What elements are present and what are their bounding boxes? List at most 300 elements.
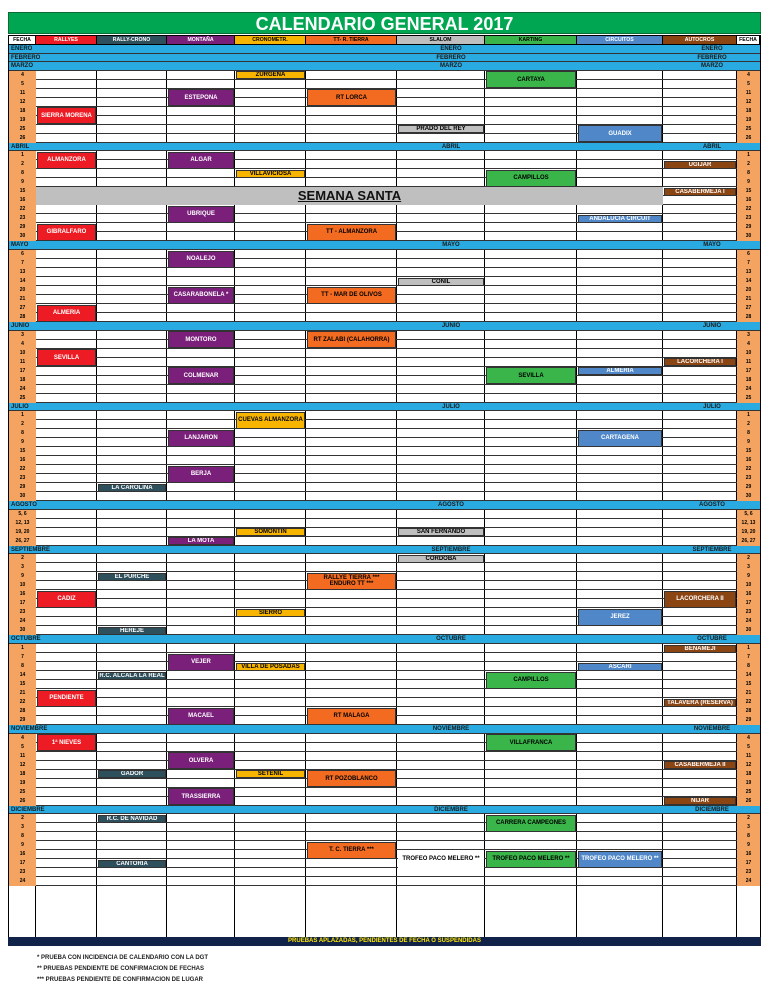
event-montana[interactable]: LA MOTA bbox=[168, 537, 234, 545]
event-slalom[interactable]: SAN FERNANDO bbox=[398, 528, 484, 536]
event-cronometr[interactable]: ZURGENA bbox=[236, 71, 305, 79]
day-label: 11 bbox=[9, 89, 36, 98]
column-header-tt: TT- R. TIERRA bbox=[306, 36, 397, 45]
day-label: 30 bbox=[9, 232, 36, 241]
day-label: 21 bbox=[737, 295, 760, 304]
event-tt[interactable]: TT - ALMANZORA bbox=[307, 224, 396, 241]
month-label: MARZO bbox=[701, 63, 723, 70]
month-label: JUNIO bbox=[702, 323, 722, 329]
day-label: 17 bbox=[737, 859, 760, 868]
event-rallyes[interactable]: SEVILLA bbox=[37, 349, 96, 366]
day-label: 28 bbox=[9, 313, 36, 322]
day-label: 11 bbox=[737, 89, 760, 98]
day-row bbox=[9, 71, 760, 80]
day-label: 14 bbox=[737, 671, 760, 680]
month-row-octubre bbox=[9, 635, 760, 644]
day-label: 4 bbox=[737, 340, 760, 349]
column-header-slalom: SLALOM bbox=[397, 36, 485, 45]
day-label: 23 bbox=[9, 608, 36, 617]
day-label: 18 bbox=[9, 376, 36, 385]
day-label: 29 bbox=[9, 223, 36, 232]
month-row-marzo bbox=[9, 62, 760, 71]
day-label: 7 bbox=[737, 653, 760, 662]
month-label: ENERO bbox=[701, 46, 723, 52]
event-rallycrono[interactable]: EL PURCHE bbox=[98, 573, 166, 581]
day-label: 11 bbox=[737, 752, 760, 761]
day-row bbox=[9, 259, 760, 268]
month-row-enero bbox=[9, 45, 760, 54]
event-autocros[interactable]: BENAMEJI bbox=[664, 645, 736, 653]
day-row bbox=[9, 653, 760, 662]
day-label: 21 bbox=[737, 689, 760, 698]
day-row bbox=[9, 474, 760, 483]
event-cronometr[interactable]: SOMONTIN bbox=[236, 528, 305, 536]
day-label: 8 bbox=[9, 429, 36, 438]
month-label: JUNIO bbox=[11, 323, 30, 329]
day-label: 2 bbox=[9, 420, 36, 429]
day-label: 3 bbox=[737, 331, 760, 340]
event-circuitos[interactable]: JEREZ bbox=[578, 609, 662, 626]
event-rallycrono[interactable]: R.C. DE NAVIDAD bbox=[98, 815, 166, 823]
day-row bbox=[9, 385, 760, 394]
day-label: 19 bbox=[9, 116, 36, 125]
day-row bbox=[9, 205, 760, 214]
day-label: 1 bbox=[9, 644, 36, 653]
event-tt[interactable]: T. C. TIERRA *** bbox=[307, 842, 396, 859]
event-karting[interactable]: CARRERA CAMPEONES bbox=[486, 815, 576, 832]
month-label: ABRIL bbox=[702, 143, 722, 150]
day-row bbox=[9, 268, 760, 277]
day-label: 4 bbox=[9, 340, 36, 349]
day-label: 24 bbox=[9, 877, 36, 886]
day-label: 20 bbox=[737, 286, 760, 295]
month-label: JULIO bbox=[442, 403, 460, 410]
day-row bbox=[9, 797, 760, 806]
day-label: 5 bbox=[9, 80, 36, 89]
event-rallyes[interactable]: 1ª NIEVES bbox=[37, 734, 96, 751]
day-label: 6 bbox=[9, 250, 36, 259]
day-label: 29 bbox=[737, 223, 760, 232]
day-label: 4 bbox=[9, 71, 36, 80]
day-label: 10 bbox=[9, 581, 36, 590]
month-label: MARZO bbox=[440, 63, 462, 70]
day-label: 7 bbox=[9, 653, 36, 662]
day-label: 5, 6 bbox=[9, 510, 36, 519]
day-label: 17 bbox=[737, 367, 760, 376]
day-row bbox=[9, 394, 760, 403]
day-label: 24 bbox=[9, 617, 36, 626]
event-tt[interactable]: RT LORCA bbox=[307, 89, 396, 106]
day-label: 18 bbox=[737, 376, 760, 385]
day-label: 29 bbox=[737, 716, 760, 725]
month-label: JULIO bbox=[703, 403, 721, 410]
day-label: 29 bbox=[9, 716, 36, 725]
day-row bbox=[9, 510, 760, 519]
day-label: 30 bbox=[9, 626, 36, 635]
month-row-julio bbox=[9, 403, 760, 412]
day-label: 30 bbox=[737, 626, 760, 635]
day-label: 6 bbox=[737, 250, 760, 259]
day-row bbox=[9, 277, 760, 286]
month-label: ENERO bbox=[440, 46, 462, 52]
event-circuitos[interactable]: TROFEO PACO MELERO ** bbox=[578, 851, 662, 868]
event-rallycrono[interactable]: HEREJE bbox=[98, 627, 166, 635]
day-label: 3 bbox=[737, 563, 760, 572]
day-label: 8 bbox=[737, 832, 760, 841]
day-row bbox=[9, 563, 760, 572]
day-row bbox=[9, 528, 760, 537]
day-row bbox=[9, 304, 760, 313]
semana-santa-banner: SEMANA SANTA bbox=[36, 187, 663, 205]
month-label: NOVIEMBRE bbox=[693, 726, 731, 732]
month-row-agosto bbox=[9, 501, 760, 510]
day-label: 8 bbox=[737, 662, 760, 671]
day-label: 7 bbox=[737, 259, 760, 268]
event-label: RALLYE TIERRA *** bbox=[323, 575, 380, 582]
day-row bbox=[9, 116, 760, 125]
day-label: 2 bbox=[9, 554, 36, 563]
day-label: 9 bbox=[737, 572, 760, 581]
page-title: CALENDARIO GENERAL 2017 bbox=[8, 12, 761, 34]
day-row bbox=[9, 447, 760, 456]
day-label: 24 bbox=[737, 617, 760, 626]
day-row bbox=[9, 868, 760, 877]
day-label: 30 bbox=[737, 492, 760, 501]
event-autocros[interactable]: LACORCHERA I bbox=[664, 358, 736, 366]
day-label: 28 bbox=[737, 707, 760, 716]
event-rallyes[interactable]: ALMANZORA bbox=[37, 152, 96, 169]
day-label: 8 bbox=[737, 169, 760, 178]
day-label: 19 bbox=[737, 779, 760, 788]
event-autocros[interactable]: CASABERMEJA I bbox=[664, 188, 736, 196]
event-autocros[interactable]: NIJAR bbox=[664, 797, 736, 805]
event-cronometr[interactable]: SETENIL bbox=[236, 770, 305, 778]
event-cronometr[interactable]: CUEVAS ALMANZORA bbox=[236, 412, 305, 429]
month-label: DICIEMBRE bbox=[434, 806, 468, 813]
day-label: 16 bbox=[9, 590, 36, 599]
day-label: 9 bbox=[9, 572, 36, 581]
day-label: 29 bbox=[737, 483, 760, 492]
day-label: 12, 13 bbox=[9, 519, 36, 528]
day-row bbox=[9, 160, 760, 169]
event-montana[interactable]: BERJA bbox=[168, 466, 234, 483]
event-karting[interactable]: VILLAFRANCA bbox=[486, 734, 576, 751]
day-row bbox=[9, 376, 760, 385]
day-row bbox=[9, 465, 760, 474]
note-lugar: *** PRUEBAS PENDIENTE DE CONFIRMACION DE LUGAR bbox=[37, 977, 204, 983]
day-label: 10 bbox=[737, 349, 760, 358]
day-label: 16 bbox=[737, 196, 760, 205]
day-label: 21 bbox=[9, 295, 36, 304]
day-label: 25 bbox=[9, 788, 36, 797]
day-row bbox=[9, 761, 760, 770]
month-label: MAYO bbox=[703, 242, 721, 249]
day-label: 1 bbox=[9, 411, 36, 420]
day-label: 12 bbox=[9, 98, 36, 107]
event-circuitos[interactable]: ASCARI bbox=[578, 663, 662, 671]
event-slalom[interactable]: CONIL bbox=[398, 278, 484, 286]
day-label: 8 bbox=[9, 169, 36, 178]
event-rallycrono[interactable]: R.C. ALCALA LA REAL bbox=[99, 672, 165, 679]
day-label: 9 bbox=[737, 178, 760, 187]
day-label: 11 bbox=[9, 752, 36, 761]
day-label: 14 bbox=[737, 277, 760, 286]
event-autocros[interactable]: UGIJAR bbox=[664, 161, 736, 169]
day-label: 26 bbox=[737, 134, 760, 143]
day-row bbox=[9, 456, 760, 465]
day-label: 11 bbox=[737, 358, 760, 367]
day-label: 16 bbox=[9, 456, 36, 465]
event-rallyes[interactable]: ALMERIA bbox=[37, 305, 96, 322]
month-row-junio bbox=[9, 322, 760, 331]
day-label: 13 bbox=[737, 268, 760, 277]
event-tt[interactable]: TT - MAR DE OLIVOS bbox=[307, 287, 396, 304]
day-label: 29 bbox=[9, 483, 36, 492]
column-header-fecha2: FECHA bbox=[737, 36, 760, 45]
day-label: 28 bbox=[9, 707, 36, 716]
day-row bbox=[9, 178, 760, 187]
day-label: 20 bbox=[9, 286, 36, 295]
day-row bbox=[9, 788, 760, 797]
day-label: 14 bbox=[9, 277, 36, 286]
day-label: 3 bbox=[9, 563, 36, 572]
day-row bbox=[9, 698, 760, 707]
event-circuitos[interactable]: ALMERIA bbox=[578, 367, 662, 375]
day-row bbox=[9, 420, 760, 429]
column-header-cronometr: CRONOMETR. bbox=[235, 36, 306, 45]
day-label: 2 bbox=[737, 554, 760, 563]
event-montana[interactable]: ESTEPONA bbox=[168, 89, 234, 106]
day-label: 19 bbox=[737, 116, 760, 125]
day-label: 26, 27 bbox=[737, 537, 760, 546]
event-karting[interactable]: CAMPILLOS bbox=[486, 170, 576, 187]
day-label: 25 bbox=[737, 788, 760, 797]
day-row bbox=[9, 492, 760, 501]
event-cronometr[interactable]: VILLAVICIOSA bbox=[236, 170, 305, 178]
day-label: 28 bbox=[737, 313, 760, 322]
day-label: 8 bbox=[737, 429, 760, 438]
day-label: 3 bbox=[9, 331, 36, 340]
day-label: 2 bbox=[737, 160, 760, 169]
day-label: 10 bbox=[9, 349, 36, 358]
day-label: 26 bbox=[9, 134, 36, 143]
day-label: 16 bbox=[737, 850, 760, 859]
day-label: 2 bbox=[737, 420, 760, 429]
day-label: 15 bbox=[737, 187, 760, 196]
day-label: 12 bbox=[737, 761, 760, 770]
day-label: 23 bbox=[9, 474, 36, 483]
month-label: ABRIL bbox=[441, 143, 461, 150]
month-label: MAYO bbox=[442, 242, 460, 249]
day-label: 4 bbox=[737, 734, 760, 743]
day-label: 10 bbox=[737, 581, 760, 590]
day-label: 26 bbox=[9, 797, 36, 806]
day-row bbox=[9, 313, 760, 322]
day-label: 15 bbox=[9, 447, 36, 456]
day-label: 4 bbox=[737, 71, 760, 80]
event-montana[interactable]: COLMENAR bbox=[168, 367, 234, 384]
event-circuitos[interactable]: GUADIX bbox=[578, 125, 662, 142]
month-row-febrero bbox=[9, 54, 760, 63]
day-label: 23 bbox=[737, 608, 760, 617]
day-label: 7 bbox=[9, 259, 36, 268]
day-row bbox=[9, 823, 760, 832]
day-label: 26 bbox=[737, 797, 760, 806]
day-label: 12 bbox=[9, 761, 36, 770]
event-autocros[interactable]: CASABERMEJA II bbox=[664, 761, 736, 769]
event-rallyes[interactable]: SIERRA MORENA bbox=[37, 107, 96, 124]
column-header-karting: KARTING bbox=[485, 36, 577, 45]
day-label: 18 bbox=[9, 107, 36, 116]
event-montana[interactable]: NOALEJO bbox=[168, 251, 234, 268]
day-row bbox=[9, 411, 760, 420]
column-header-autocros: AUTOCROS bbox=[663, 36, 737, 45]
event-slalom[interactable]: CORDOBA bbox=[398, 555, 484, 563]
day-row bbox=[9, 169, 760, 178]
column-header-circuitos: CIRCUITOS bbox=[577, 36, 663, 45]
day-label: 27 bbox=[737, 304, 760, 313]
event-rallycrono[interactable]: LA CAROLINA bbox=[98, 484, 166, 492]
event-rallycrono[interactable]: CANTORIA bbox=[98, 860, 166, 868]
note-fechas: ** PRUEBAS PENDIENTE DE CONFIRMACION DE FECHAS bbox=[37, 966, 205, 972]
day-label: 22 bbox=[9, 205, 36, 214]
month-label: NOVIEMBRE bbox=[432, 726, 470, 732]
day-row bbox=[9, 734, 760, 743]
event-montana[interactable]: VEJER bbox=[168, 654, 234, 671]
month-label: SEPTIEMBRE bbox=[431, 546, 471, 553]
day-label: 15 bbox=[9, 187, 36, 196]
event-montana[interactable]: CASARABONELA * bbox=[168, 287, 234, 304]
event-tt[interactable] bbox=[307, 573, 396, 590]
month-row-abril bbox=[9, 143, 760, 152]
day-label: 1 bbox=[9, 151, 36, 160]
event-slalom[interactable]: PRADO DEL REY bbox=[398, 125, 484, 133]
day-label: 9 bbox=[737, 841, 760, 850]
event-karting[interactable]: SEVILLA bbox=[486, 367, 576, 384]
event-montana[interactable]: TRASSIERRA bbox=[168, 788, 234, 805]
day-label: 22 bbox=[9, 465, 36, 474]
event-rallycrono[interactable]: GADOR bbox=[98, 770, 166, 778]
day-label: 22 bbox=[737, 205, 760, 214]
event-autocros[interactable]: TALAVERA (RESERVA) bbox=[664, 699, 736, 707]
day-label: 14 bbox=[9, 671, 36, 680]
day-label: 21 bbox=[9, 689, 36, 698]
event-slalom[interactable]: TROFEO PACO MELERO ** bbox=[398, 851, 484, 868]
day-label: 25 bbox=[737, 125, 760, 134]
day-label: 25 bbox=[9, 125, 36, 134]
event-tt[interactable]: RT ZALABI (CALAHORRA) bbox=[307, 331, 396, 348]
month-label: JULIO bbox=[11, 403, 29, 410]
event-montana[interactable]: LANJARON bbox=[168, 430, 234, 447]
event-tt[interactable]: RT MALAGA bbox=[307, 708, 396, 725]
day-label: 24 bbox=[9, 385, 36, 394]
day-row bbox=[9, 151, 760, 160]
event-karting[interactable]: TROFEO PACO MELERO ** bbox=[486, 851, 576, 868]
day-label: 23 bbox=[737, 474, 760, 483]
day-label: 5 bbox=[737, 743, 760, 752]
event-rallyes[interactable]: GIBRALFARO bbox=[37, 224, 96, 241]
day-row bbox=[9, 349, 760, 358]
event-autocros[interactable]: LACORCHERA II bbox=[664, 591, 736, 608]
day-label: 9 bbox=[9, 438, 36, 447]
month-row-noviembre bbox=[9, 725, 760, 734]
event-karting[interactable]: CARTAYA bbox=[486, 71, 576, 88]
day-row bbox=[9, 743, 760, 752]
event-montana[interactable]: OLVERA bbox=[168, 752, 234, 769]
day-label: 19, 20 bbox=[737, 528, 760, 537]
event-circuitos[interactable]: CARTAGENA bbox=[578, 430, 662, 447]
day-label: 16 bbox=[737, 590, 760, 599]
day-row bbox=[9, 519, 760, 528]
day-label: 9 bbox=[9, 841, 36, 850]
day-label: 17 bbox=[9, 599, 36, 608]
month-label: OCTUBRE bbox=[697, 636, 727, 643]
day-label: 13 bbox=[9, 268, 36, 277]
month-label: SEPTIEMBRE bbox=[692, 546, 732, 553]
day-label: 1 bbox=[737, 151, 760, 160]
day-label: 15 bbox=[9, 680, 36, 689]
event-montana[interactable]: MONTORO bbox=[168, 331, 234, 348]
day-row bbox=[9, 832, 760, 841]
day-label: 2 bbox=[9, 814, 36, 823]
month-label: MAYO bbox=[11, 242, 29, 249]
day-label: 3 bbox=[9, 823, 36, 832]
day-label: 11 bbox=[9, 358, 36, 367]
event-montana[interactable]: MACAEL bbox=[168, 708, 234, 725]
day-label: 12, 13 bbox=[737, 519, 760, 528]
event-montana[interactable]: ALGAR bbox=[168, 152, 234, 169]
day-label: 24 bbox=[737, 877, 760, 886]
event-cronometr[interactable]: VILLA DE POSADAS bbox=[236, 663, 305, 671]
day-label: 15 bbox=[737, 680, 760, 689]
calendar-grid bbox=[8, 35, 761, 939]
column-header-rallycrono: RALLY-CRONO bbox=[97, 36, 167, 45]
month-label: AGOSTO bbox=[438, 502, 464, 509]
event-montana[interactable]: UBRIQUE bbox=[168, 206, 234, 223]
day-label: 5 bbox=[737, 80, 760, 89]
day-label: 18 bbox=[737, 107, 760, 116]
event-tt[interactable]: RT POZOBLANCO bbox=[307, 770, 396, 787]
day-label: 3 bbox=[737, 823, 760, 832]
day-label: 5, 6 bbox=[737, 510, 760, 519]
day-label: 1 bbox=[737, 411, 760, 420]
event-karting[interactable]: CAMPILLOS bbox=[486, 672, 576, 689]
month-label: ABRIL bbox=[11, 143, 30, 150]
day-label: 19, 20 bbox=[9, 528, 36, 537]
event-rallyes[interactable]: PENDIENTE bbox=[37, 690, 96, 707]
day-row bbox=[9, 752, 760, 761]
month-label: FEBRERO bbox=[697, 54, 727, 61]
event-cronometr[interactable]: SIERRO bbox=[236, 609, 305, 617]
month-label: AGOSTO bbox=[11, 502, 37, 509]
day-label: 4 bbox=[9, 734, 36, 743]
event-circuitos[interactable]: ANDALUCIA CIRCUIT bbox=[578, 215, 662, 223]
day-label: 17 bbox=[737, 599, 760, 608]
day-label: 9 bbox=[9, 178, 36, 187]
month-row-mayo bbox=[9, 241, 760, 250]
event-rallyes[interactable]: CADIZ bbox=[37, 591, 96, 608]
day-label: 8 bbox=[9, 832, 36, 841]
footer-banner: PRUEBAS APLAZADAS, PENDIENTES DE FECHA O SUSPENDIDAS bbox=[8, 937, 761, 946]
day-label: 1 bbox=[737, 644, 760, 653]
day-row bbox=[9, 358, 760, 367]
day-label: 22 bbox=[9, 698, 36, 707]
day-label: 27 bbox=[9, 304, 36, 313]
day-row bbox=[9, 599, 760, 608]
month-label: ENERO bbox=[11, 46, 33, 52]
day-label: 8 bbox=[9, 662, 36, 671]
note-dgt: * PRUEBA CON INCIDENCIA DE CALENDARIO CON LA DGT bbox=[37, 955, 209, 961]
